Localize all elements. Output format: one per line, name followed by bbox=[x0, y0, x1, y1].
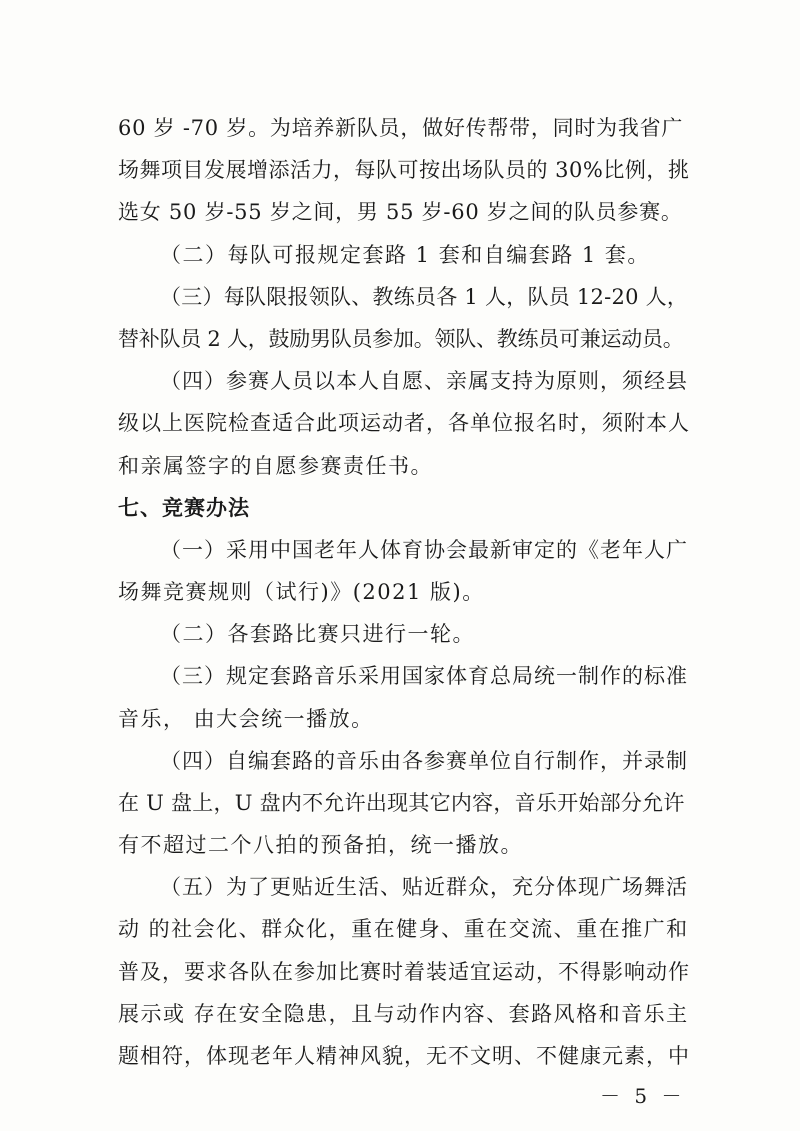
paragraph-line-21: 普及，要求各队在参加比赛时着装适宜运动，不得影响动作 bbox=[118, 960, 690, 984]
paragraph-line-17: 在 U 盘上，U 盘内不允许出现其它内容，音乐开始部分允许 bbox=[118, 791, 685, 815]
paragraph-line-9: 和亲属签字的自愿参赛责任书。 bbox=[118, 454, 433, 478]
paragraph-line-22: 展示或 存在安全隐患，且与动作内容、套路风格和音乐主 bbox=[118, 1002, 689, 1026]
paragraph-line-6: 替补队员 2 人，鼓励男队员参加。领队、教练员可兼运动员。 bbox=[118, 327, 684, 351]
section-heading: 七、竞赛办法 bbox=[118, 496, 250, 520]
paragraph-line-15: 音乐， 由大会统一播放。 bbox=[118, 707, 374, 731]
paragraph-line-19: （五）为了更贴近生活、贴近群众，充分体现广场舞活 bbox=[160, 875, 688, 899]
paragraph-line-4: （二）每队可报规定套路 1 套和自编套路 1 套。 bbox=[160, 243, 650, 267]
paragraph-line-14: （三）规定套路音乐采用国家体育总局统一制作的标准 bbox=[160, 664, 688, 688]
paragraph-line-16: （四）自编套路的音乐由各参赛单位自行制作，并录制 bbox=[160, 749, 688, 773]
paragraph-line-23: 题相符，体现老年人精神风貌，无不文明、不健康元素，中 bbox=[118, 1044, 690, 1068]
paragraph-line-7: （四）参赛人员以本人自愿、亲属支持为原则，须经县 bbox=[160, 369, 688, 393]
paragraph-line-11: （一）采用中国老年人体育协会最新审定的《老年人广 bbox=[160, 538, 688, 562]
paragraph-line-8: 级以上医院检查适合此项运动者，各单位报名时，须附本人 bbox=[118, 411, 690, 435]
paragraph-line-3: 选女 50 岁-55 岁之间，男 55 岁-60 岁之间的队员参赛。 bbox=[118, 200, 683, 224]
paragraph-line-18: 有不超过二个八拍的预备拍，统一播放。 bbox=[118, 833, 523, 857]
paragraph-line-13: （二）各套路比赛只进行一轮。 bbox=[160, 622, 475, 646]
paragraph-line-2: 场舞项目发展增添活力，每队可按出场队员的 30%比例，挑 bbox=[118, 158, 690, 182]
paragraph-line-5: （三）每队限报领队、教练员各 1 人，队员 12-20 人， bbox=[160, 285, 689, 309]
paragraph-line-12: 场舞竞赛规则（试行)》(2021 版)。 bbox=[118, 580, 485, 604]
paragraph-line-1: 60 岁 -70 岁。为培养新队员，做好传帮带，同时为我省广 bbox=[118, 116, 684, 140]
paragraph-line-20: 动 的社会化、群众化，重在健身、重在交流、重在推广和 bbox=[118, 917, 689, 941]
page-number: － 5 － bbox=[600, 1084, 686, 1108]
